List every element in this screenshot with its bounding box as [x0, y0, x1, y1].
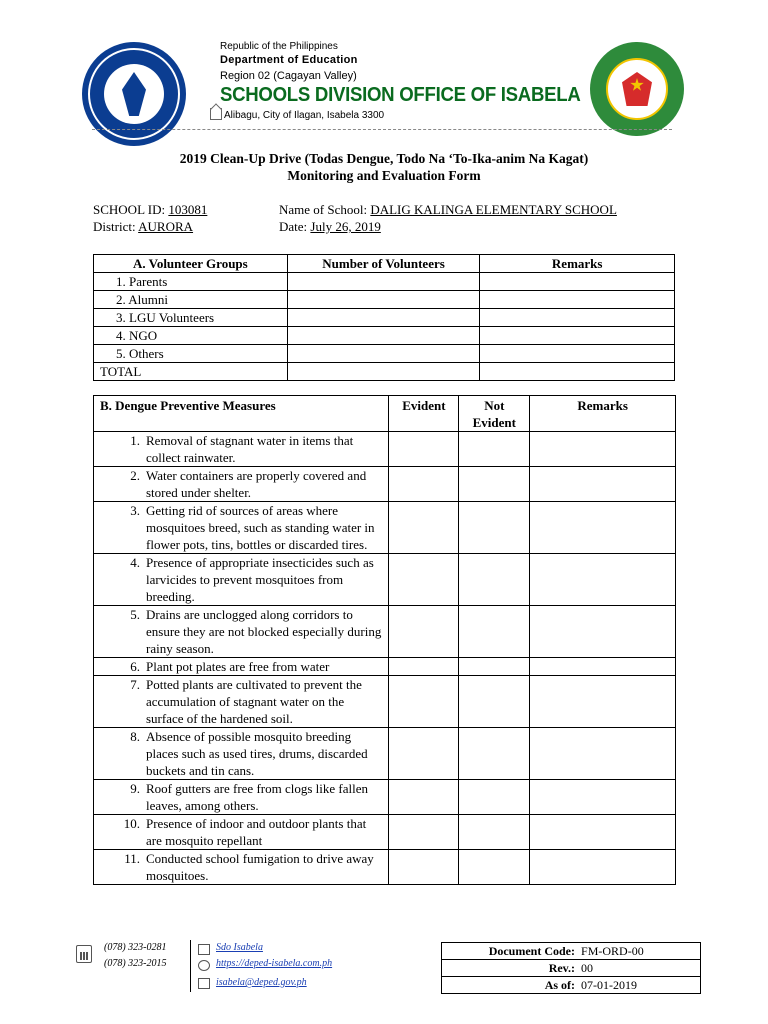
measure-number: 3. — [130, 503, 140, 518]
remarks-cell[interactable] — [480, 291, 675, 309]
measure-cell — [94, 676, 389, 728]
measure-text: Getting rid of sources of areas where mosquitoes breed, such as standing water in flower pots, tins, bottles or discarded tires. — [146, 503, 375, 552]
district-value: AURORA — [138, 219, 194, 234]
table-row — [94, 309, 675, 327]
school-name-value: DALIG KALINGA ELEMENTARY SCHOOL — [370, 202, 617, 217]
evident-cell[interactable] — [389, 502, 459, 554]
footer-divider — [190, 940, 191, 992]
measure-number: 4. — [130, 555, 140, 570]
measure-number: 6. — [130, 659, 140, 674]
measure-number: 11. — [124, 851, 140, 866]
dengue-measures-table — [93, 395, 676, 885]
total-count-cell[interactable] — [287, 363, 480, 381]
not-evident-cell[interactable] — [459, 432, 530, 467]
phone-number-1: (078) 323-0281 — [104, 942, 167, 953]
remarks-cell[interactable] — [480, 345, 675, 363]
measure-number: 5. — [130, 607, 140, 622]
deped-seal-logo — [82, 42, 186, 146]
remarks-cell[interactable] — [530, 850, 676, 885]
evident-cell[interactable] — [389, 815, 459, 850]
not-evident-cell[interactable] — [459, 502, 530, 554]
remarks-cell[interactable] — [530, 815, 676, 850]
rev-value: 00 — [577, 960, 700, 977]
sdo-isabela-seal-logo — [590, 42, 684, 136]
table-b-header-not-evident: Not Evident — [459, 396, 530, 432]
table-row — [94, 273, 675, 291]
table-row — [94, 554, 676, 606]
not-evident-cell[interactable] — [459, 554, 530, 606]
school-name-field: Name of School: DALIG KALINGA ELEMENTARY SCHOOL — [279, 202, 617, 217]
globe-icon — [198, 960, 210, 971]
asof-value: 07-01-2019 — [577, 977, 700, 994]
volunteer-group-label: 3. LGU Volunteers — [94, 309, 288, 327]
measure-text: Plant pot plates are free from water — [146, 659, 330, 674]
remarks-cell[interactable] — [530, 606, 676, 658]
table-row — [94, 606, 676, 658]
region-label: Region 02 (Cagayan Valley) — [220, 70, 357, 82]
measure-number: 2. — [130, 468, 140, 483]
date-value: July 26, 2019 — [310, 219, 381, 234]
not-evident-cell[interactable] — [459, 780, 530, 815]
form-title: 2019 Clean-Up Drive (Todas Dengue, Todo Na ‘To-Ika-anim Na Kagat) — [179, 151, 589, 166]
evident-cell[interactable] — [389, 658, 459, 676]
volunteer-count-cell[interactable] — [287, 309, 480, 327]
facebook-link[interactable]: Sdo Isabela — [216, 942, 263, 953]
measure-text: Presence of indoor and outdoor plants that are mosquito repellant — [146, 816, 367, 848]
table-row — [94, 502, 676, 554]
measure-cell — [94, 502, 389, 554]
measure-number: 8. — [130, 729, 140, 744]
remarks-cell[interactable] — [530, 658, 676, 676]
website-link[interactable]: https://deped-isabela.com.ph — [216, 958, 333, 969]
measure-number: 7. — [130, 677, 140, 692]
header-divider — [92, 129, 672, 130]
not-evident-cell[interactable] — [459, 658, 530, 676]
office-title: SCHOOLS DIVISION OFFICE OF ISABELA — [220, 84, 581, 106]
table-row — [94, 291, 675, 309]
remarks-cell[interactable] — [530, 728, 676, 780]
remarks-cell[interactable] — [480, 309, 675, 327]
total-remarks-cell[interactable] — [480, 363, 675, 381]
republic-label: Republic of the Philippines — [220, 41, 338, 52]
evident-cell[interactable] — [389, 606, 459, 658]
measure-cell — [94, 658, 389, 676]
measure-number: 9. — [130, 781, 140, 796]
office-address: Alibagu, City of Ilagan, Isabela 3300 — [224, 110, 385, 121]
department-label: Department of Education — [220, 54, 358, 66]
measure-number: 1. — [130, 433, 140, 448]
remarks-cell[interactable] — [530, 467, 676, 502]
table-row — [94, 815, 676, 850]
measure-cell — [94, 432, 389, 467]
evident-cell[interactable] — [389, 850, 459, 885]
volunteer-count-cell[interactable] — [287, 345, 480, 363]
remarks-cell[interactable] — [530, 676, 676, 728]
table-row — [94, 676, 676, 728]
phone-number-2: (078) 323-2015 — [104, 958, 167, 969]
measure-cell — [94, 554, 389, 606]
remarks-cell[interactable] — [480, 327, 675, 345]
volunteer-group-label: 4. NGO — [94, 327, 288, 345]
table-row — [94, 345, 675, 363]
measure-text: Potted plants are cultivated to prevent the accumulation of stagnant water on the surface of the hardened soil. — [146, 677, 362, 726]
volunteer-group-label: 2. Alumni — [94, 291, 288, 309]
phone-icon — [76, 945, 92, 963]
evident-cell[interactable] — [389, 780, 459, 815]
total-label: TOTAL — [94, 363, 288, 381]
not-evident-cell[interactable] — [459, 728, 530, 780]
remarks-cell[interactable] — [530, 554, 676, 606]
volunteer-count-cell[interactable] — [287, 273, 480, 291]
remarks-cell[interactable] — [480, 273, 675, 291]
not-evident-cell[interactable] — [459, 467, 530, 502]
district-field: District: AURORA — [93, 219, 194, 234]
evident-cell[interactable] — [389, 728, 459, 780]
measure-text: Drains are unclogged along corridors to ensure they are not blocked especially during rainy season. — [146, 607, 382, 656]
table-b-header-measures: B. Dengue Preventive Measures — [94, 396, 389, 432]
measure-cell — [94, 815, 389, 850]
remarks-cell[interactable] — [530, 502, 676, 554]
remarks-cell[interactable] — [530, 432, 676, 467]
remarks-cell[interactable] — [530, 780, 676, 815]
volunteer-count-cell[interactable] — [287, 291, 480, 309]
table-a-header-groups: A. Volunteer Groups — [94, 255, 288, 273]
not-evident-cell[interactable] — [459, 815, 530, 850]
evident-cell[interactable] — [389, 554, 459, 606]
volunteer-group-label: 5. Others — [94, 345, 288, 363]
rev-label: Rev.: — [442, 960, 578, 977]
table-row — [94, 467, 676, 502]
table-row — [94, 327, 675, 345]
volunteer-groups-table — [93, 254, 675, 381]
mail-icon — [198, 978, 210, 989]
school-id-field: SCHOOL ID: 103081 — [93, 202, 208, 217]
volunteer-count-cell[interactable] — [287, 327, 480, 345]
table-row — [94, 658, 676, 676]
doc-code-value: FM-ORD-00 — [577, 943, 700, 960]
not-evident-cell[interactable] — [459, 676, 530, 728]
not-evident-cell[interactable] — [459, 850, 530, 885]
measure-cell — [94, 606, 389, 658]
measure-text: Conducted school fumigation to drive away mosquitoes. — [146, 851, 374, 883]
table-b-header-evident: Evident — [389, 396, 459, 432]
table-row — [94, 432, 676, 467]
table-b-header-remarks: Remarks — [530, 396, 676, 432]
total-row — [94, 363, 675, 381]
measure-text: Absence of possible mosquito breeding places such as used tires, drums, discarded buckets and tin cans. — [146, 729, 368, 778]
table-a-header-remarks: Remarks — [480, 255, 675, 273]
facebook-icon — [198, 944, 210, 955]
measure-text: Removal of stagnant water in items that collect rainwater. — [146, 433, 354, 465]
form-subtitle: Monitoring and Evaluation Form — [287, 168, 481, 183]
table-row — [94, 780, 676, 815]
measure-number: 10. — [123, 816, 140, 831]
measure-cell — [94, 780, 389, 815]
table-row — [94, 728, 676, 780]
volunteer-group-label: 1. Parents — [94, 273, 288, 291]
date-field: Date: July 26, 2019 — [279, 219, 381, 234]
table-row — [94, 850, 676, 885]
evident-cell[interactable] — [389, 467, 459, 502]
email-link[interactable]: isabela@deped.gov.ph — [216, 977, 307, 988]
school-id-value: 103081 — [168, 202, 208, 217]
measure-cell — [94, 850, 389, 885]
measure-text: Water containers are properly covered and stored under shelter. — [146, 468, 367, 500]
evident-cell[interactable] — [389, 676, 459, 728]
not-evident-cell[interactable] — [459, 606, 530, 658]
measure-text: Presence of appropriate insecticides such as larvicides to prevent mosquitoes from breeding. — [146, 555, 374, 604]
measure-cell — [94, 728, 389, 780]
measure-cell — [94, 467, 389, 502]
doc-code-label: Document Code: — [442, 943, 578, 960]
table-a-header-number: Number of Volunteers — [287, 255, 480, 273]
document-code-box — [441, 942, 701, 994]
measure-text: Roof gutters are free from clogs like fallen leaves, among others. — [146, 781, 368, 813]
home-icon — [210, 108, 222, 120]
evident-cell[interactable] — [389, 432, 459, 467]
asof-label: As of: — [442, 977, 578, 994]
